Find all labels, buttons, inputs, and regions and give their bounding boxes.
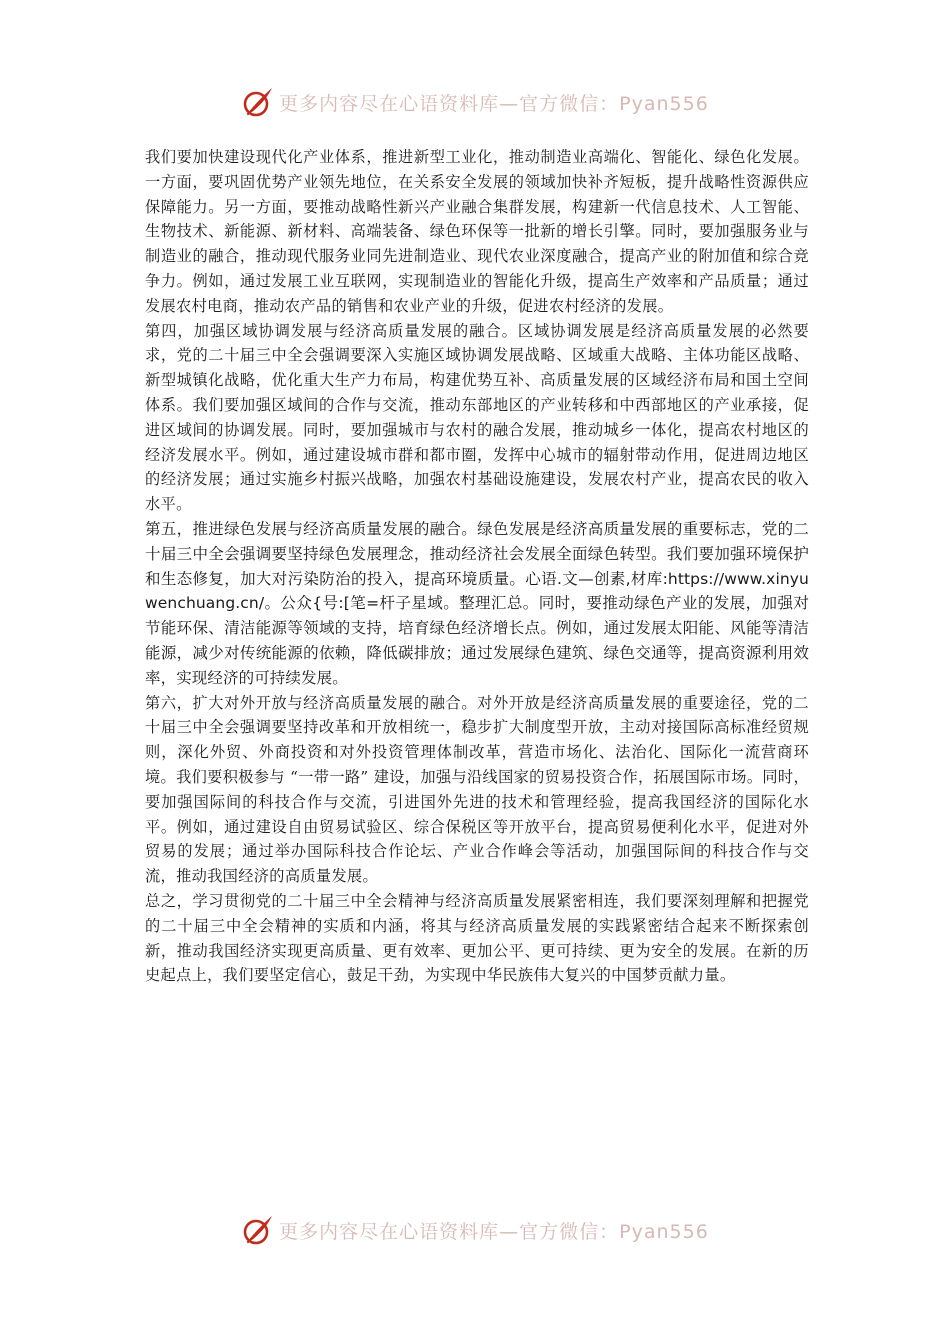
- banner-text: 更多内容尽在心语资料库—官方微信：Pyan556: [279, 92, 709, 115]
- header-watermark-banner: [0, 80, 950, 124]
- document-body: [145, 145, 809, 988]
- paragraph-opening: 第六，扩大对外开放与经济高质量发展的融合。对外开放是经济高质量发展的重要途径，党的二十届三中全会强调要坚持改革和开放相统一，稳步扩大制度型开放，主动对接国际高标准经贸规则，深化外贸、外商投资和对外投资管理体制改革，营造市场化、法治化、国际化一流营商环境。我们要积极参与 “一带一路” 建设，加强与沿线国家的贸易投资合作，拓展国际市场。同时，要加强国际间的科技合作与交流，引进国外先进的技术和管理经验，提高我国经济的国际化水平。例如，通过建设自由贸易试验区、综合保税区等开放平台，提高贸易便利化水平，促进对外贸易的发展；通过举办国际科技合作论坛、产业合作峰会等活动，加强国际间的科技合作与交流，推动我国经济的高质量发展。: [145, 693, 809, 886]
- paragraph-conclusion: 总之，学习贯彻党的二十届三中全会精神与经济高质量发展紧密相连，我们要深刻理解和把握党的二十届三中全会精神的实质和内涵，将其与经济高质量发展的实践紧密结合起来不断探索创新，推动我国经济实现更高质量、更有效率、更加公平、更可持续、更为安全的发展。在新的历史起点上，我们要坚定信心，鼓足干劲，为实现中华民族伟大复兴的中国梦贡献力量。: [145, 891, 809, 985]
- paragraph-regional: 第四，加强区域协调发展与经济高质量发展的融合。区域协调发展是经济高质量发展的必然要求，党的二十届三中全会强调要深入实施区域协调发展战略、区域重大战略、主体功能区战略、新型城镇化战略，优化重大生产力布局，构建优势互补、高质量发展的区域经济布局和国土空间体系。我们要加强区域间的合作与交流，推动东部地区的产业转移和中西部地区的产业承接，促进区域间的协调发展。同时，要加强城市与农村的融合发展，推动城乡一体化，提高农村地区的经济发展水平。例如，通过建设城市群和都市圈，发挥中心城市的辐射带动作用，促进周边地区的经济发展；通过实施乡村振兴战略，加强农村基础设施建设，发展农村产业，提高农民的收入水平。: [145, 321, 809, 514]
- paragraph-green: 第五，推进绿色发展与经济高质量发展的融合。绿色发展是经济高质量发展的重要标志，党的二十届三中全会强调要坚持绿色发展理念，推动经济社会发展全面绿色转型。我们要加强环境保护和生态修复，加大对污染防治的投入，提高环境质量。心语.文—创素,材库:https://www.xinyuwenchuang.cn/。公众{号:[笔=杆子星域。整理汇总。同时，要推动绿色产业的发展，加强对节能环保、清洁能源等领域的支持，培育绿色经济增长点。例如，通过发展太阳能、风能等清洁能源，减少对传统能源的依赖，降低碳排放；通过发展绿色建筑、绿色交通等，提高资源利用效率，实现经济的可持续发展。: [145, 519, 809, 687]
- quill-logo-icon: [241, 85, 275, 119]
- footer-watermark-banner: [0, 1208, 950, 1252]
- quill-logo-icon: [241, 1213, 275, 1247]
- paragraph-industry: 我们要加快建设现代化产业体系，推进新型工业化，推动制造业高端化、智能化、绿色化发展。一方面，要巩固优势产业领先地位，在关系安全发展的领域加快补齐短板，提升战略性资源供应保障能力。另一方面，要推动战略性新兴产业融合集群发展，构建新一代信息技术、人工智能、生物技术、新能源、新材料、高端装备、绿色环保等一批新的增长引擎。同时，要加强服务业与制造业的融合，推动现代服务业同先进制造业、现代农业深度融合，提高产业的附加值和综合竞争力。例如，通过发展工业互联网，实现制造业的智能化升级，提高生产效率和产品质量；通过发展农村电商，推动农产品的销售和农业产业的升级，促进农村经济的发展。: [145, 148, 809, 315]
- banner-text: 更多内容尽在心语资料库—官方微信：Pyan556: [279, 1220, 709, 1243]
